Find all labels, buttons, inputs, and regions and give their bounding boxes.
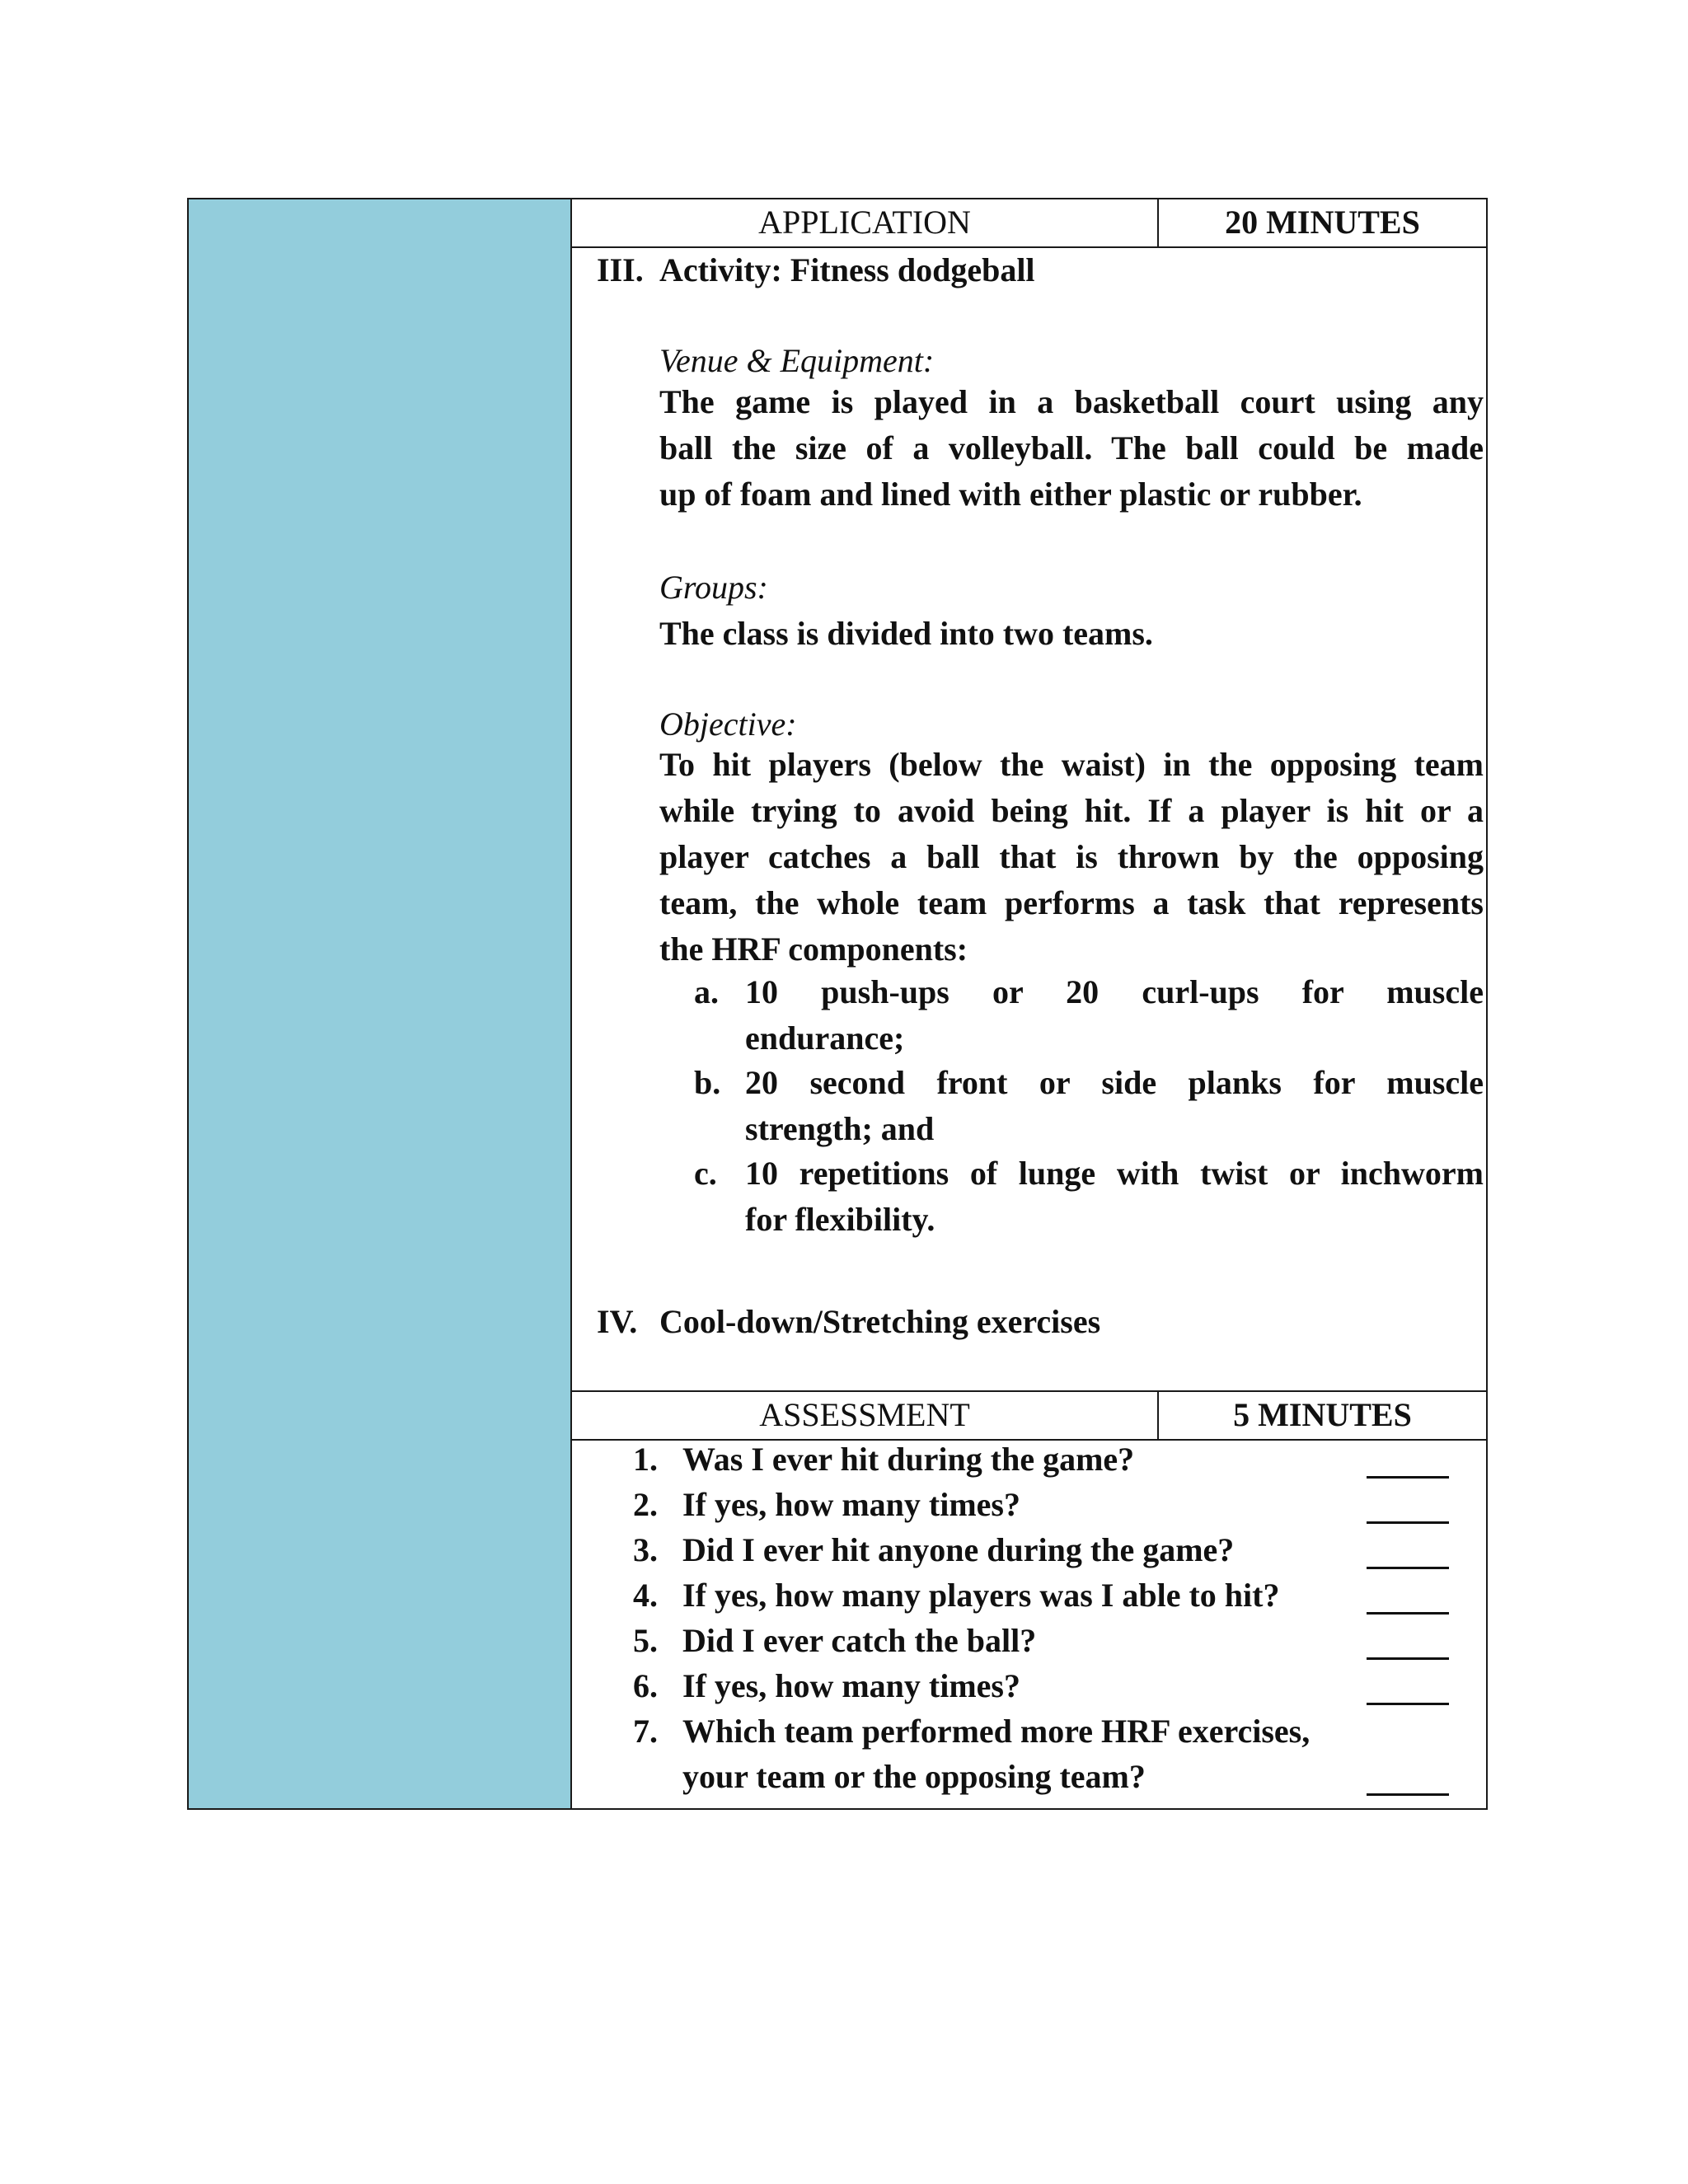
objective-line: team, the whole team performs a task that represents: [659, 884, 1484, 921]
groups-text: The class is divided into two teams.: [659, 615, 1153, 652]
activity-numeral: III.: [597, 251, 644, 288]
side-panel: [189, 199, 572, 1808]
content-column: [572, 199, 1486, 1808]
question-text: your team or the opposing team?: [682, 1758, 1146, 1795]
venue-paragraph: [659, 379, 1484, 518]
application-time: 20 MINUTES: [1225, 204, 1420, 241]
task-line: for flexibility.: [745, 1201, 935, 1238]
objective-line: To hit players (below the waist) in the opposing team: [659, 746, 1484, 783]
question-number: 4.: [633, 1577, 658, 1614]
answer-blank[interactable]: [1367, 1567, 1449, 1569]
activity-label: Activity: Fitness dodgeball: [659, 251, 1035, 288]
question-text: Did I ever catch the ball?: [682, 1622, 1037, 1659]
assessment-header-row: [572, 1390, 1486, 1441]
assessment-time: 5 MINUTES: [1233, 1396, 1412, 1433]
task-marker: a.: [694, 973, 719, 1010]
task-line: 20 second front or side planks for muscle: [745, 1064, 1484, 1101]
answer-blank[interactable]: [1367, 1703, 1449, 1705]
question-number: 3.: [633, 1531, 658, 1568]
question-text: Was I ever hit during the game?: [682, 1441, 1135, 1478]
task-item: [745, 1151, 1484, 1243]
groups-heading: Groups:: [659, 569, 768, 606]
objective-line: the HRF components:: [659, 930, 968, 968]
objective-line: while trying to avoid being hit. If a player is hit or a: [659, 792, 1484, 829]
objective-paragraph: [659, 742, 1484, 972]
question-number: 1.: [633, 1441, 658, 1478]
task-item: [745, 969, 1484, 1062]
lesson-table: [187, 198, 1488, 1810]
question-number: 5.: [633, 1622, 658, 1659]
answer-blank[interactable]: [1367, 1476, 1449, 1479]
cooldown-numeral: IV.: [597, 1303, 638, 1340]
question-text: Did I ever hit anyone during the game?: [682, 1531, 1235, 1568]
objective-line: player catches a ball that is thrown by the opposing: [659, 838, 1484, 875]
cooldown-label: Cool-down/Stretching exercises: [659, 1303, 1101, 1340]
answer-blank[interactable]: [1367, 1793, 1449, 1796]
question-text: Which team performed more HRF exercises,: [682, 1713, 1311, 1750]
task-line: 10 repetitions of lunge with twist or inchworm: [745, 1155, 1484, 1192]
task-item: [745, 1060, 1484, 1152]
venue-heading: Venue & Equipment:: [659, 342, 935, 379]
task-line: 10 push-ups or 20 curl-ups for muscle: [745, 973, 1484, 1010]
question-number: 2.: [633, 1486, 658, 1523]
application-header-row: [572, 199, 1486, 248]
answer-blank[interactable]: [1367, 1657, 1449, 1660]
task-line: strength; and: [745, 1110, 935, 1147]
task-marker: b.: [694, 1064, 721, 1101]
task-line: endurance;: [745, 1019, 905, 1057]
assessment-title: ASSESSMENT: [572, 1392, 1159, 1439]
question-text: If yes, how many players was I able to hit?: [682, 1577, 1280, 1614]
objective-heading: Objective:: [659, 705, 797, 743]
venue-line: The game is played in a basketball court using any: [659, 383, 1484, 420]
venue-line: ball the size of a volleyball. The ball could be made: [659, 429, 1484, 466]
question-text: If yes, how many times?: [682, 1667, 1020, 1704]
task-marker: c.: [694, 1155, 717, 1192]
venue-line: up of foam and lined with either plastic or rubber.: [659, 476, 1362, 513]
application-title: APPLICATION: [572, 199, 1159, 246]
question-number: 7.: [633, 1713, 658, 1750]
answer-blank[interactable]: [1367, 1612, 1449, 1615]
question-number: 6.: [633, 1667, 658, 1704]
question-text: If yes, how many times?: [682, 1486, 1020, 1523]
answer-blank[interactable]: [1367, 1521, 1449, 1524]
